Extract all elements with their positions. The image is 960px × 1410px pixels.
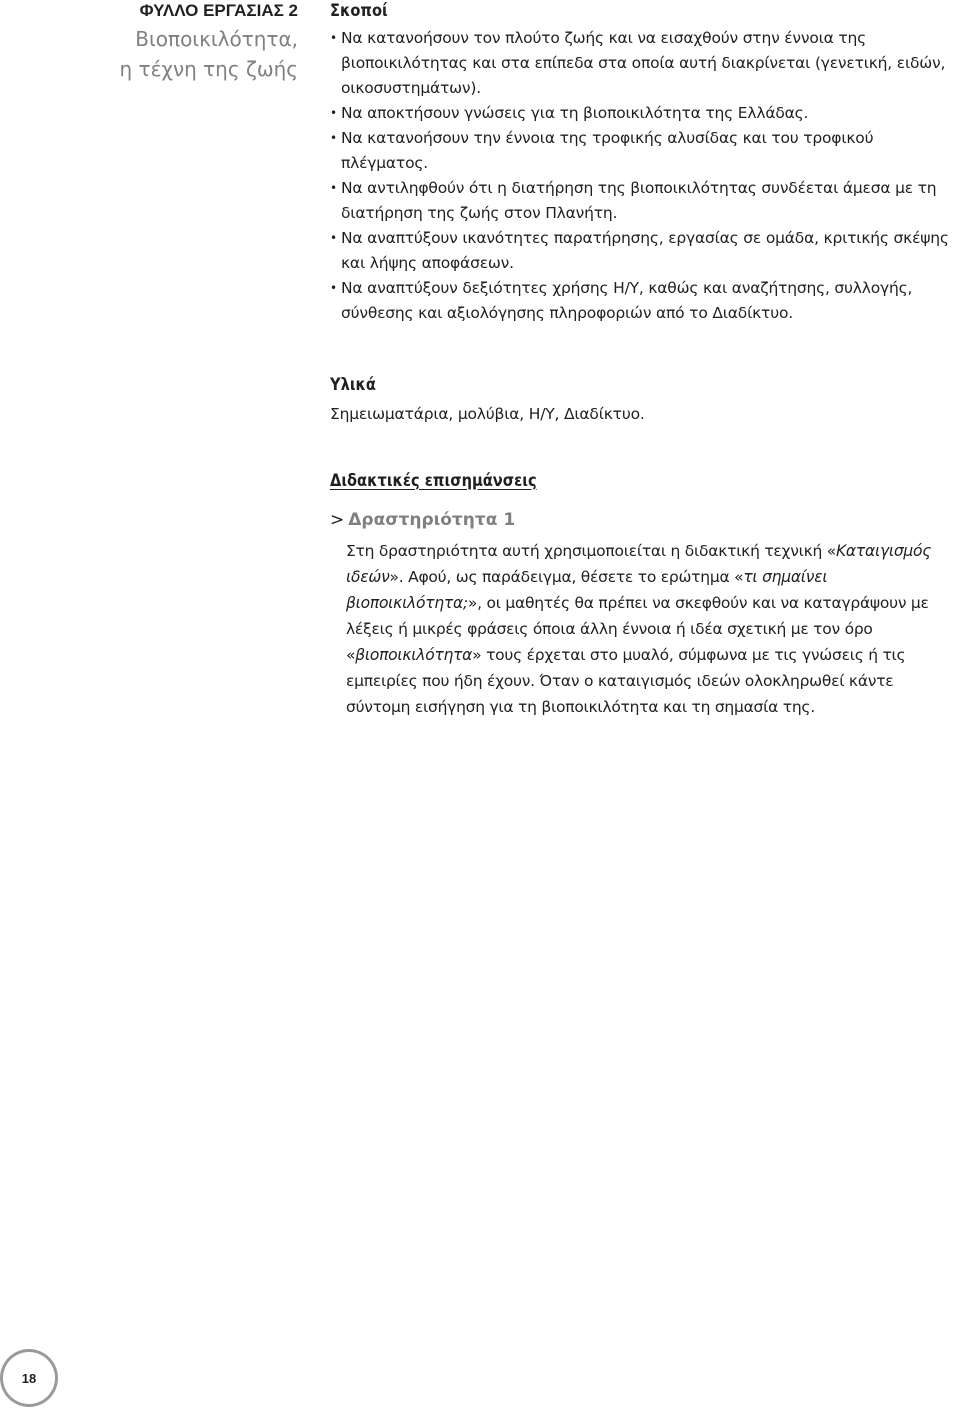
page-number-badge: 18: [3, 1352, 55, 1404]
aims-list: [330, 26, 960, 326]
materials-heading: Υλικά: [330, 375, 376, 395]
activity-emphasis: τι σημαίνει βιοποικιλότητα;: [346, 568, 828, 612]
aim-item: • Να αναπτύξουν ικανότητες παρατήρησης, εργασίας σε ομάδα, κριτικής σκέψης και λήψης αποφάσεων.: [330, 226, 960, 276]
activity-text: » τους έρχεται στο μυαλό, σύμφωνα με τις γνώσεις ή τις εμπειρίες που ήδη έχουν. Όταν ο καταιγισμός ιδεών ολοκληρωθεί κάντε σύντομη εισήγηση για τη βιοποικιλότητα και τη σημασία της.: [346, 646, 906, 716]
activity-text: ». Αφού, ως παράδειγμα, θέσετε το ερώτημα «: [389, 568, 744, 586]
chevron-right-icon: >: [330, 510, 345, 530]
aim-item: • Να αντιληφθούν ότι η διατήρηση της βιοποικιλότητας συνδέεται άμεσα με τη διατήρηση της ζωής στον Πλανήτη.: [330, 176, 960, 226]
aims-section: [330, 0, 960, 326]
teaching-notes-section: [330, 470, 960, 720]
activity-emphasis: βιοποικιλότητα: [355, 646, 473, 664]
aim-item: • Να κατανοήσουν τον πλούτο ζωής και να εισαχθούν στην έννοια της βιοποικιλότητας και στα επίπεδα στα οποία αυτή διακρίνεται (γενετική, ειδών, οικοσυστημάτων).: [330, 26, 960, 101]
sidebar: [100, 0, 298, 84]
activity-emphasis: Καταιγισμός ιδεών: [346, 542, 932, 586]
activity-title: [330, 508, 960, 532]
worksheet-title-line-2: η τέχνη της ζωής: [119, 57, 298, 81]
aim-item: • Να αναπτύξουν δεξιότητες χρήσης Η/Υ, καθώς και αναζήτησης, συλλογής, σύνθεσης και αξιολόγησης πληροφοριών από το Διαδίκτυο.: [330, 276, 960, 326]
activity-text: », οι μαθητές θα πρέπει να σκεφθούν και να καταγράψουν με λέξεις ή μικρές φράσεις όποια άλλη έννοια ή ιδέα σχετική με τον όρο «: [346, 594, 929, 664]
activity-text: Στη δραστηριότητα αυτή χρησιμοποιείται η διδακτική τεχνική «: [346, 542, 837, 560]
activity-title-text: Δραστηριότητα 1: [348, 510, 516, 530]
teaching-notes-heading: Διδακτικές επισημάνσεις: [330, 471, 537, 491]
aims-heading: Σκοποί: [330, 1, 388, 21]
aim-item: • Να αποκτήσουν γνώσεις για τη βιοποικιλότητα της Ελλάδας.: [330, 101, 960, 126]
materials-section: [330, 374, 960, 427]
worksheet-title: [100, 24, 298, 84]
activity-description: [346, 538, 960, 720]
worksheet-label: ΦΥΛΛΟ ΕΡΓΑΣΙΑΣ 2: [139, 1, 298, 20]
materials-text: Σημειωματάρια, μολύβια, Η/Υ, Διαδίκτυο.: [330, 405, 645, 423]
aim-item: • Να κατανοήσουν την έννοια της τροφικής αλυσίδας και του τροφικού πλέγματος.: [330, 126, 960, 176]
worksheet-title-line-1: Βιοποικιλότητα,: [135, 27, 298, 51]
